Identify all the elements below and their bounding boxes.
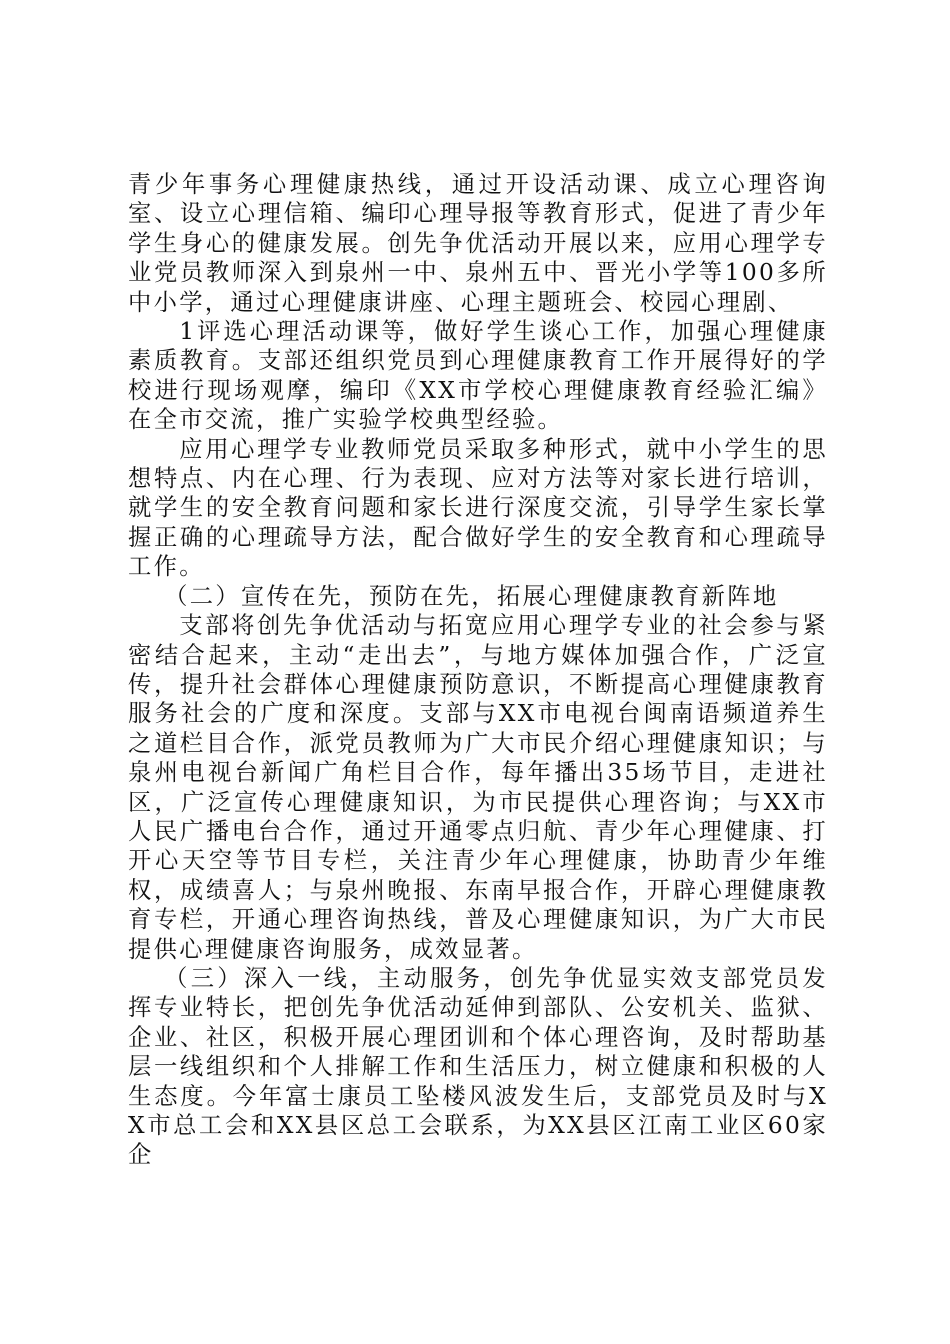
paragraph-2: 1评选心理活动课等，做好学生谈心工作，加强心理健康素质教育。支部还组织党员到心理健康教育工作开展得好的学校进行现场观摩，编印《XX市学校心理健康教育经验汇编》在全市交流，推广实验学校典型经验。	[128, 318, 828, 434]
section-heading-2: （二）宣传在先，预防在先，拓展心理健康教育新阵地	[164, 582, 779, 610]
paragraph-1: 青少年事务心理健康热线，通过开设活动课、成立心理咨询室、设立心理信箱、编印心理导报等教育形式，促进了青少年学生身心的健康发展。创先争优活动开展以来，应用心理学专业党员教师深入到泉州一中、泉州五中、晋光小学等100多所中小学，通过心理健康讲座、心理主题班会、校园心理剧、	[128, 171, 828, 316]
paragraph-3: 应用心理学专业教师党员采取多种形式，就中小学生的思想特点、内在心理、行为表现、应对方法等对家长进行培训，就学生的安全教育问题和家长进行深度交流，引导学生家长掌握正确的心理疏导方法，配合做好学生的安全教育和心理疏导工作。	[128, 435, 828, 581]
section-heading-3-paragraph: （三）深入一线，主动服务，创先争优显实效支部党员发挥专业特长，把创先争优活动延伸到部队、公安机关、监狱、企业、社区，积极开展心理团训和个体心理咨询，及时帮助基层一线组织和个人排解工作和生活压力，树立健康和积极的人生态度。今年富士康员工坠楼风波发生后，支部党员及时与XX市总工会和XX县区总工会联系，为XX县区江南工业区60家企	[128, 964, 828, 1169]
paragraph-4: 支部将创先争优活动与拓宽应用心理学专业的社会参与紧密结合起来，主动“走出去”，与地方媒体加强合作，广泛宣传，提升社会群体心理健康预防意识，不断提高心理健康教育服务社会的广度和深度。支部与XX市电视台闽南语频道养生之道栏目合作，派党员教师为广大市民介绍心理健康知识；与泉州电视台新闻广角栏目合作，每年播出35场节目，走进社区，广泛宣传心理健康知识，为市民提供心理咨询；与XX市人民广播电台合作，通过开通零点归航、青少年心理健康、打开心天空等节目专栏，关注青少年心理健康，协助青少年维权，成绩喜人；与泉州晚报、东南早报合作，开辟心理健康教育专栏，开通心理咨询热线，普及心理健康知识，为广大市民提供心理健康咨询服务，成效显著。	[128, 612, 828, 963]
document-body	[128, 170, 828, 1170]
